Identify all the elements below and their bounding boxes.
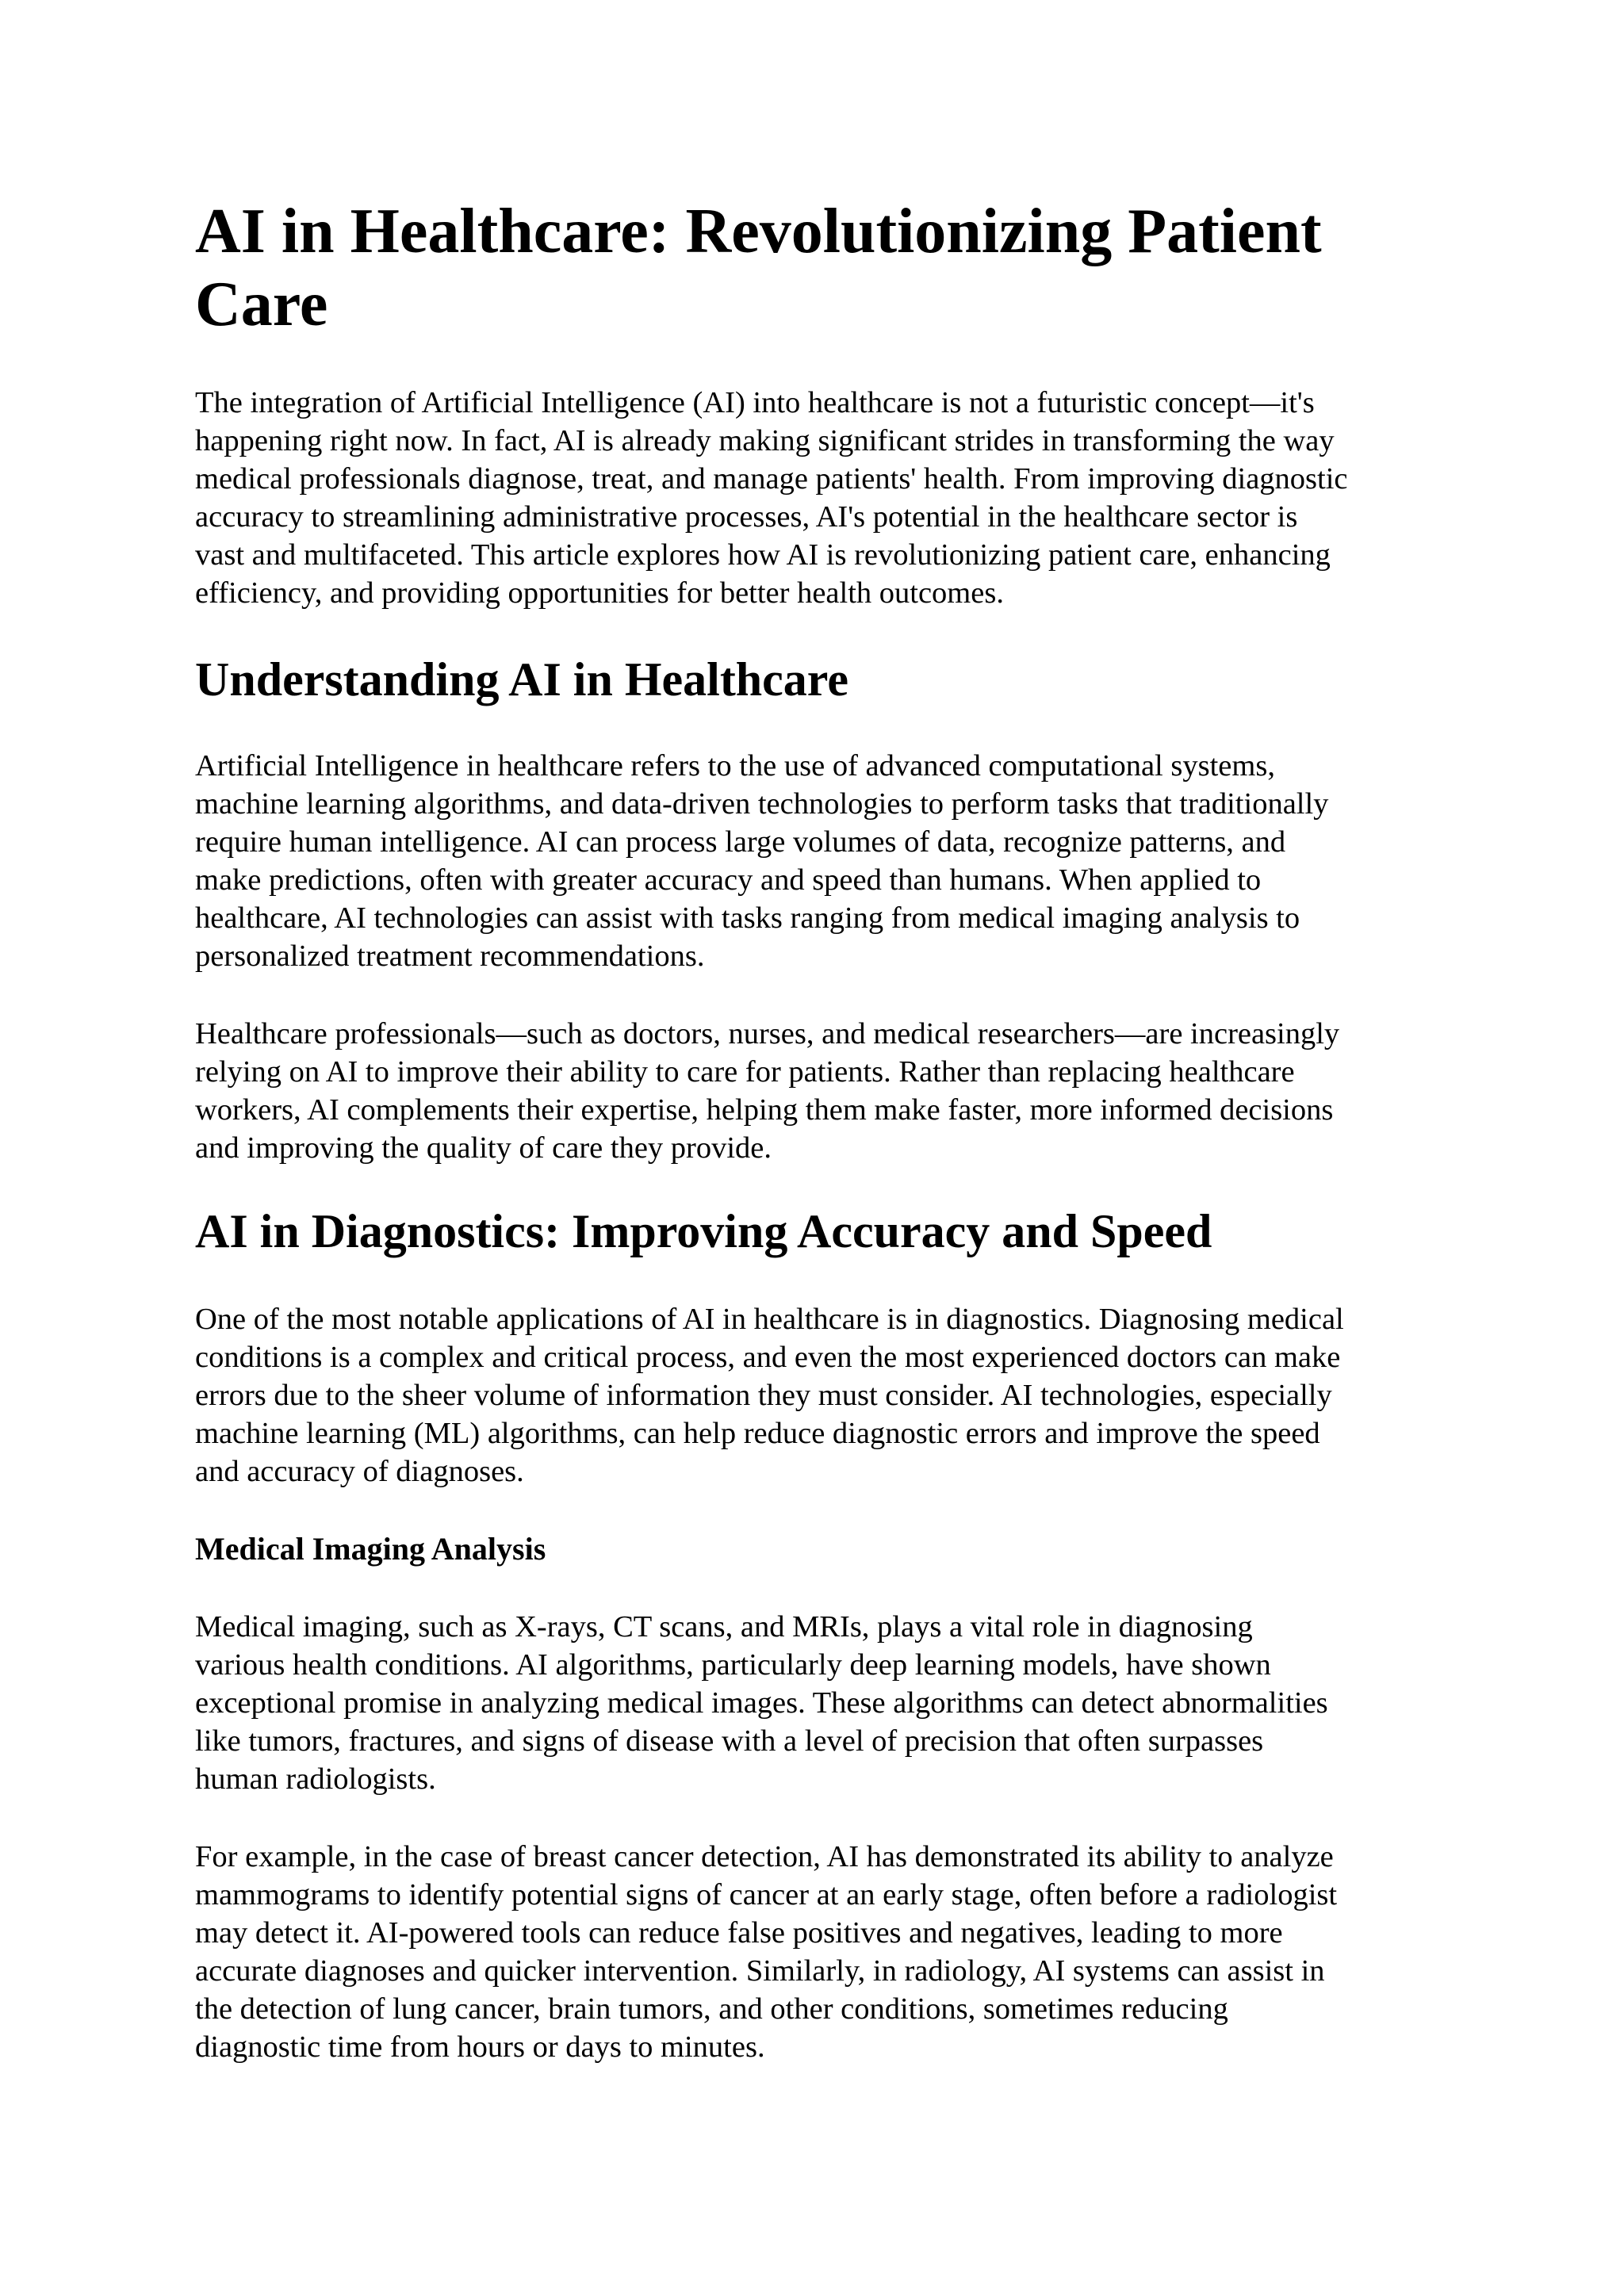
text-line: Artificial Intelligence in healthcare refers to the use of advanced computational systems,: [195, 749, 1275, 783]
text-line: accurate diagnoses and quicker intervention. Similarly, in radiology, AI systems can assist in: [195, 1954, 1325, 1988]
text-line: and accuracy of diagnoses.: [195, 1455, 524, 1488]
text-line: accuracy to streamlining administrative processes, AI's potential in the healthcare sector is: [195, 500, 1298, 534]
text-line: One of the most notable applications of AI in healthcare is in diagnostics. Diagnosing medical: [195, 1303, 1344, 1336]
paragraph: [195, 1300, 1456, 1490]
text-line: mammograms to identify potential signs of cancer at an early stage, often before a radiologist: [195, 1878, 1338, 1911]
text-line: relying on AI to improve their ability to care for patients. Rather than replacing healthcare: [195, 1055, 1295, 1089]
document-page: [195, 0, 1456, 2296]
text-line: may detect it. AI-powered tools can reduce false positives and negatives, leading to more: [195, 1916, 1283, 1950]
subsection-heading: Medical Imaging Analysis: [195, 1531, 546, 1567]
paragraph: [195, 1015, 1456, 1167]
text-line: machine learning algorithms, and data-driven technologies to perform tasks that traditionally: [195, 787, 1329, 821]
text-line: efficiency, and providing opportunities for better health outcomes.: [195, 576, 1004, 610]
text-line: human radiologists.: [195, 1762, 436, 1796]
text-line: Medical imaging, such as X-rays, CT scans, and MRIs, plays a vital role in diagnosing: [195, 1610, 1253, 1644]
text-line: machine learning (ML) algorithms, can help reduce diagnostic errors and improve the speed: [195, 1417, 1320, 1450]
text-line: healthcare, AI technologies can assist with tasks ranging from medical imaging analysis to: [195, 901, 1300, 935]
text-line: diagnostic time from hours or days to minutes.: [195, 2030, 765, 2064]
text-line: workers, AI complements their expertise, helping them make faster, more informed decisions: [195, 1093, 1334, 1127]
text-line: like tumors, fractures, and signs of disease with a level of precision that often surpasses: [195, 1724, 1264, 1758]
text-line: require human intelligence. AI can process large volumes of data, recognize patterns, and: [195, 825, 1286, 859]
text-line: the detection of lung cancer, brain tumors, and other conditions, sometimes reducing: [195, 1992, 1228, 2026]
section-heading: Understanding AI in Healthcare: [195, 653, 848, 706]
text-line: make predictions, often with greater accuracy and speed than humans. When applied to: [195, 863, 1262, 897]
page-title: AI in Healthcare: Revolutionizing Patient Care: [195, 197, 1322, 339]
paragraph: [195, 747, 1456, 975]
text-line: conditions is a complex and critical process, and even the most experienced doctors can make: [195, 1341, 1341, 1374]
text-line: happening right now. In fact, AI is already making significant strides in transforming the way: [195, 424, 1335, 457]
text-line: exceptional promise in analyzing medical images. These algorithms can detect abnormalities: [195, 1686, 1328, 1720]
text-line: Healthcare professionals—such as doctors, nurses, and medical researchers—are increasingly: [195, 1017, 1340, 1050]
text-line: errors due to the sheer volume of information they must consider. AI technologies, especially: [195, 1379, 1332, 1412]
paragraph: [195, 1838, 1456, 2066]
text-line: The integration of Artificial Intelligence (AI) into healthcare is not a futuristic concept—it's: [195, 386, 1315, 419]
text-line: various health conditions. AI algorithms, particularly deep learning models, have shown: [195, 1648, 1271, 1682]
text-line: and improving the quality of care they provide.: [195, 1131, 772, 1165]
text-line: For example, in the case of breast cancer detection, AI has demonstrated its ability to analyze: [195, 1840, 1334, 1873]
text-line: medical professionals diagnose, treat, and manage patients' health. From improving diagnostic: [195, 462, 1348, 496]
paragraph: [195, 1608, 1456, 1798]
intro-paragraph: [195, 384, 1456, 612]
text-line: vast and multifaceted. This article explores how AI is revolutionizing patient care, enhancing: [195, 538, 1331, 572]
text-line: personalized treatment recommendations.: [195, 939, 705, 973]
section-heading: AI in Diagnostics: Improving Accuracy and Speed: [195, 1205, 1212, 1257]
